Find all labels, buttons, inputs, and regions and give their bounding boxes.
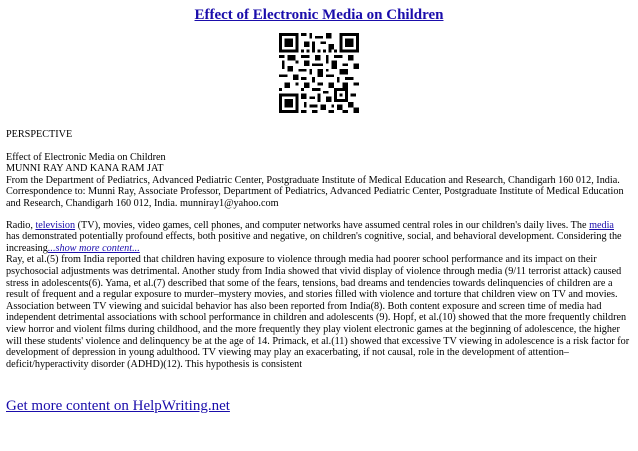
intro-text-1: Radio, xyxy=(6,219,36,231)
qr-code xyxy=(279,33,359,113)
footer xyxy=(6,397,230,415)
title-link[interactable]: Effect of Electronic Media on Children xyxy=(194,7,444,23)
get-more-content-link[interactable]: Get more content on HelpWriting.net xyxy=(6,398,230,414)
television-link[interactable]: television xyxy=(35,219,76,231)
affiliation: From the Department of Pediatrics, Advanced Pediatric Center, Postgraduate Institute of Medical Education and Research, Chandigarh 160 012, India. Correspondence to: Munni Ray, Associate Professor, Department of Pediatrics, Advanced Pediatric Center, Postgraduate Institute of Medical Education and Research, Chandigarh 160 012, India. munniray1@yahoo.com xyxy=(6,174,624,209)
intro-paragraph xyxy=(6,220,630,255)
article-title: Effect of Electronic Media on Children xyxy=(6,151,166,163)
show-more-link[interactable]: ...show more content... xyxy=(47,242,140,254)
main-paragraph: Ray, et al.(5) from India reported that children having exposure to violence through media had poorer school performance and its impact on their psychosocial adjustments was detrimental. Another study from India showed that vivid display of violence through media (9/11 terrorist attack) caused stress in adolescents(6). Yama, et al.(7) described that some of the fears, tensions, bad dreams and tendencies towards delinquencies of children are a result of frequent and a regular exposure to murder–mystery movies, and stories filled with violence and torture that children view on TV and movies. Association between TV viewing and suicidal behavior has also been reported from India(8). Both content exposure and screen time of media had independent detrimental associations with school performance in children and adolescents (9). Hopf, et al.(10) showed that the more frequently children view horror and violent films during childhood, and the more frequently they play violent electronic games at the beginning of adolescence, the higher will these students' violence and delinquency be at the age of 14. Primack, et al.(11) showed that excessive TV viewing in adolescence is a risk factor for development of depression in young adulthood. TV viewing may play an exacerbating, if not causal, role in the development of attention–deficit/hyperactivity disorder (ADHD)(12). This hypothesis is consistent xyxy=(6,254,630,370)
intro-text-2: (TV), movies, video games, cell phones, and computer networks have assumed central roles in our children's daily lives. The xyxy=(75,219,590,231)
document-body xyxy=(6,129,630,370)
section-heading: PERSPECTIVE xyxy=(6,129,73,140)
intro-text-3: has demonstrated potentially profound effects, both positive and negative, on children's cognitive, social, and behavioral development. Considering the increasing xyxy=(6,231,622,254)
document-title xyxy=(0,6,638,24)
authors: MUNNI RAY AND KANA RAM JAT xyxy=(6,163,164,175)
media-link[interactable]: media xyxy=(589,219,614,231)
